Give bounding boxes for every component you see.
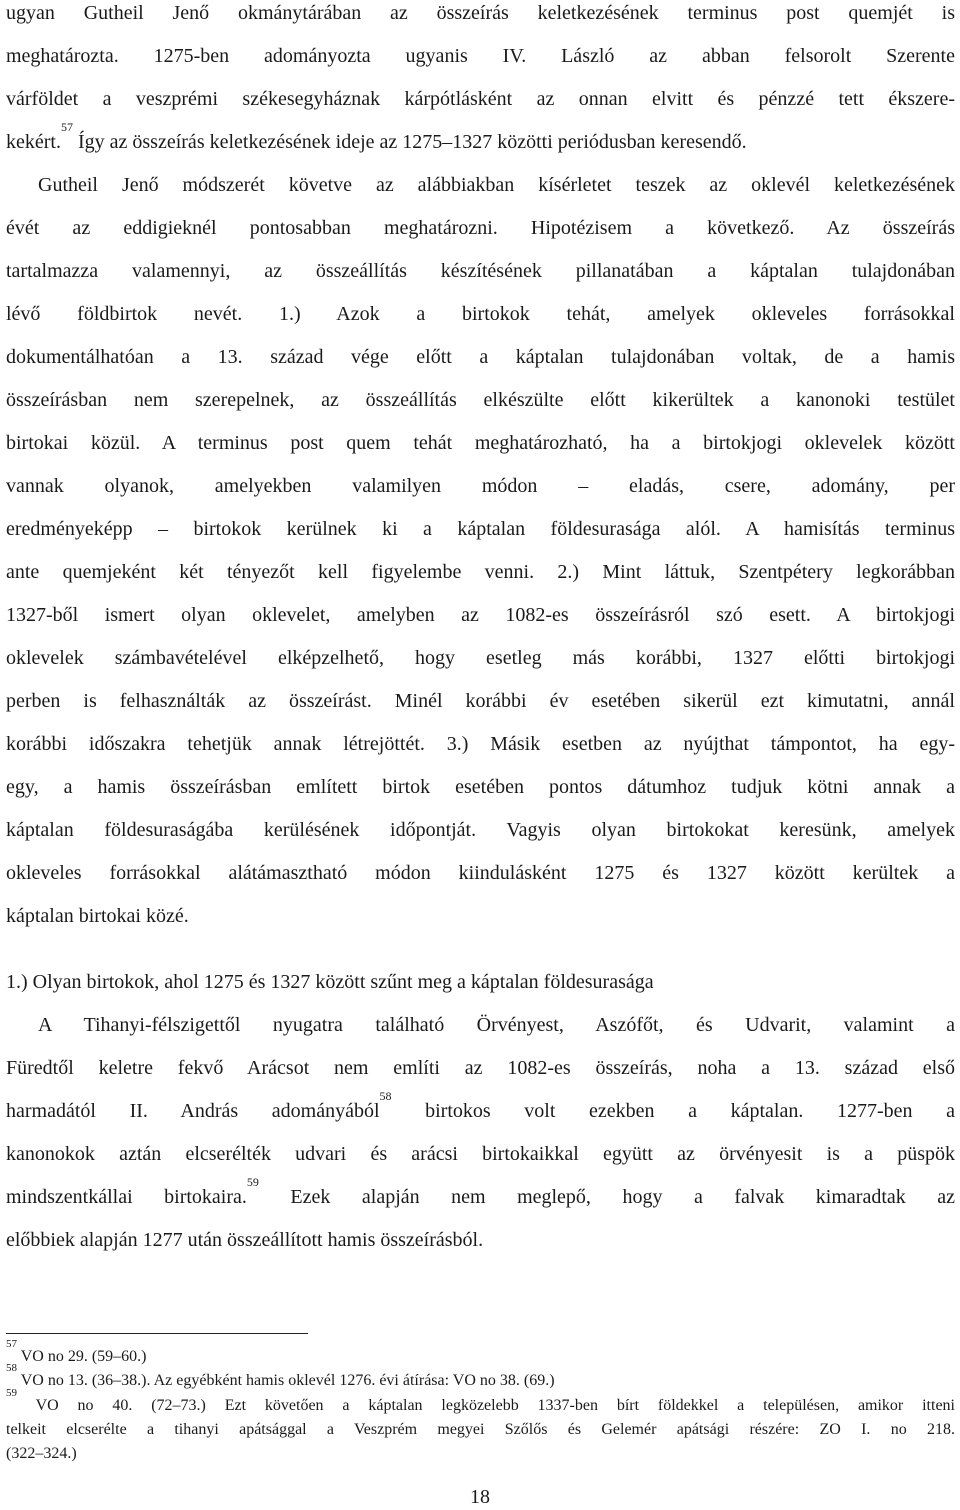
text-fragment: harmadától II. András adományából xyxy=(6,1100,380,1122)
text-fragment: Így az összeírás keletkezésének ideje az 1275–1327 közötti periódusban keresendő. xyxy=(77,131,747,153)
footnote-text: VO no 29. (59–60.) xyxy=(20,1348,147,1365)
text-line xyxy=(6,120,955,155)
text-line xyxy=(6,1175,956,1210)
text-line: Füredtől keletre fekvő Arácsot nem említi az 1082-es összeírás, noha a 13. század első xyxy=(6,1057,955,1079)
footnote-text: VO no 40. (72–73.) Ezt követően a káptalan legközelebb 1337-ben bírt földekkel a településen, amikor itteni xyxy=(35,1397,955,1414)
footnote xyxy=(6,1387,955,1416)
text-line: előbbiek alapján 1277 után összeállított hamis összeírásból. xyxy=(6,1229,484,1251)
text-line: ante quemjeként két tényezőt kell figyelembe venni. 2.) Mint láttuk, Szentpétery legkorábban xyxy=(6,561,955,583)
text-line: évét az eddigieknél pontosabban meghatározni. Hipotézisem a következő. Az összeírás xyxy=(6,217,955,239)
text-fragment: kekért. xyxy=(6,131,61,153)
text-line: birtokai közül. A terminus post quem tehát meghatározható, ha a birtokjogi oklevelek között xyxy=(6,432,955,454)
text-line: okleveles forrásokkal alátámasztható módon kiindulásként 1275 és 1327 között kerültek a xyxy=(6,862,955,884)
text-fragment: birtokos volt ezekben a káptalan. 1277-ben a xyxy=(425,1100,955,1122)
text-fragment: mindszentkállai birtokaira. xyxy=(6,1186,247,1208)
text-line: egy, a hamis összeírásban említett birtok esetében pontos dátumhoz tudjuk kötni annak a xyxy=(6,776,955,798)
footnote xyxy=(6,1362,955,1391)
footnote-number: 57 xyxy=(6,1338,17,1350)
text-line: meghatározta. 1275-ben adományozta ugyanis IV. László az abban felsorolt Szerente xyxy=(6,45,955,67)
footnote-number: 59 xyxy=(6,1387,17,1399)
text-line: várföldet a veszprémi székesegyháznak kárpótlásként az onnan elvitt és pénzzé tett ékszere- xyxy=(6,88,955,110)
text-line: káptalan birtokai közé. xyxy=(6,905,189,927)
section-heading: 1.) Olyan birtokok, ahol 1275 és 1327 között szűnt meg a káptalan földesurasága xyxy=(6,971,654,993)
text-line: korábbi időszakra tehetjük annak létrejöttét. 3.) Másik esetben az nyújthat támpontot, ha egy- xyxy=(6,733,955,755)
footnote-number: 58 xyxy=(6,1362,17,1374)
text-line: ugyan Gutheil Jenő okmánytárában az összeírás keletkezésének terminus post quemjét is xyxy=(6,2,955,24)
text-line: Gutheil Jenő módszerét követve az alábbiakban kísérletet teszek az oklevél keletkezésének xyxy=(38,174,955,196)
footnote-continuation: telkeit elcserélte a tihanyi apátsággal a Veszprém megyei Szőlős és Gelemér apátsági részére: ZO I. no 218. xyxy=(6,1421,955,1438)
text-line xyxy=(6,1089,955,1124)
text-line: vannak olyanok, amelyekben valamilyen módon – eladás, csere, adomány, per xyxy=(6,475,955,497)
text-line: A Tihanyi-félszigettől nyugatra található Örvényest, Aszófőt, és Udvarit, valamint a xyxy=(38,1014,955,1036)
text-line: kanonokok aztán elcserélték udvari és arácsi birtokaikkal együtt az örvényesit is a püspök xyxy=(6,1143,955,1165)
footnote-separator xyxy=(6,1333,308,1334)
text-line: lévő földbirtok nevét. 1.) Azok a birtokok tehát, amelyek okleveles forrásokkal xyxy=(6,303,955,325)
text-line: dokumentálhatóan a 13. század vége előtt a káptalan tulajdonában voltak, de a hamis xyxy=(6,346,955,368)
page-number: 18 xyxy=(470,1486,490,1508)
text-line: összeírásban nem szerepelnek, az összeállítás elkészülte előtt kikerültek a kanonoki testület xyxy=(6,389,955,411)
footnote-ref[interactable]: 57 xyxy=(60,120,73,134)
footnote xyxy=(6,1338,955,1367)
footnote-continuation: (322–324.) xyxy=(6,1445,77,1462)
footnote-text: VO no 13. (36–38.). Az egyébként hamis oklevél 1276. évi átírása: VO no 38. (69.) xyxy=(20,1372,555,1389)
text-line: tartalmazza valamennyi, az összeállítás készítésének pillanatában a káptalan tulajdonában xyxy=(6,260,955,282)
text-line: perben is felhasználták az összeírást. Minél korábbi év esetében sikerül ezt kimutatni, annál xyxy=(6,690,955,712)
text-line: 1327-ből ismert olyan oklevelet, amelyben az 1082-es összeírásról szó esett. A birtokjogi xyxy=(6,604,955,626)
text-line: eredményeképp – birtokok kerülnek ki a káptalan földesurasága alól. A hamisítás terminus xyxy=(6,518,955,540)
footnote-ref[interactable]: 58 xyxy=(379,1089,392,1103)
footnote-ref[interactable]: 59 xyxy=(246,1175,259,1189)
text-fragment: Ezek alapján nem meglepő, hogy a falvak kimaradtak az xyxy=(290,1186,956,1208)
text-line: oklevelek számbavételével elképzelhető, hogy esetleg más korábbi, 1327 előtti birtokjogi xyxy=(6,647,955,669)
text-line: káptalan földesuraságába kerülésének időpontját. Vagyis olyan birtokokat keresünk, amelyek xyxy=(6,819,955,841)
